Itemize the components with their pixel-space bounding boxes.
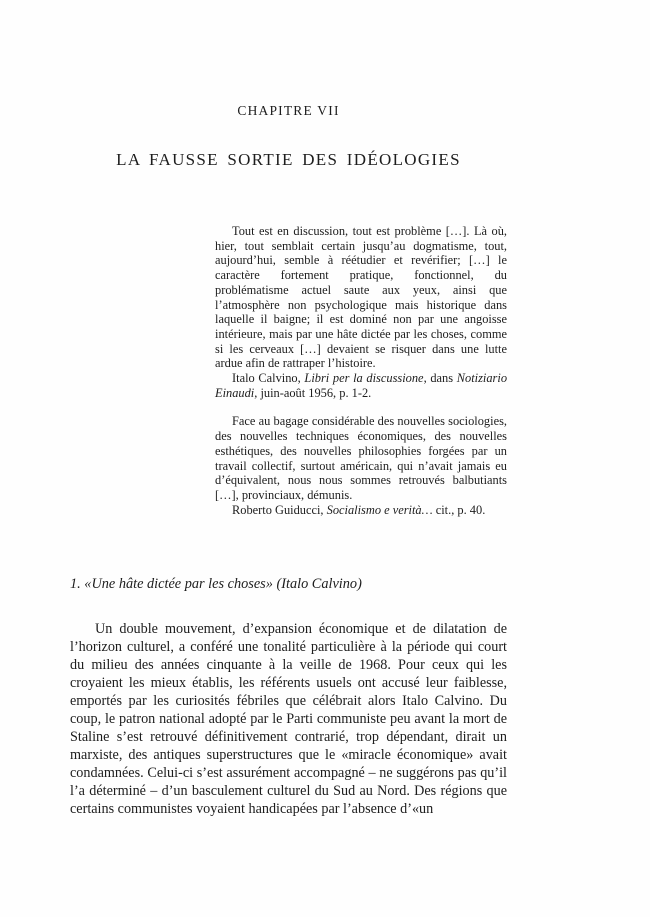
epigraph-block-2	[215, 414, 507, 517]
epigraph-1-attribution-reference: , juin-août 1956, p. 1-2.	[254, 385, 372, 400]
epigraph-block-1	[215, 224, 507, 400]
epigraph-1-attribution-connector: , dans	[423, 371, 457, 386]
epigraph-attribution-2	[215, 503, 507, 518]
epigraph-1-attribution-journal: Notiziario Einaudi	[215, 371, 508, 400]
body-text	[70, 620, 507, 818]
epigraph-2-attribution-reference: cit., p. 40.	[432, 502, 486, 517]
epigraph-quote-1: Tout est en discussion, tout est problème […]. Là où, hier, tout semblait certain jusqu’au dogmatisme, tout, aujourd’hui, semble à réétudier et revérifier; […] le caractère fortement pratique, fonctionnel, du problématisme actuel saute aux yeux, ainsi que l’atmosphère non psychologique mais historique dans laquelle il baigne; il est dominé non par une angoisse intérieure, mais par une hâte dictée par les choses, comme si les cerveaux […] devaient se risquer dans une lutte ardue afin de rattraper l’histoire.	[215, 224, 507, 371]
page-title: LA FAUSSE SORTIE DES IDÉOLOGIES	[116, 150, 461, 169]
page-content	[70, 103, 507, 818]
epigraph-1-attribution-author: Italo Calvino,	[232, 371, 305, 386]
epigraph-quote-2: Face au bagage considérable des nouvelles sociologies, des nouvelles techniques économiques, des nouvelles esthétiques, des nouvelles philosophies forgées par un travail collectif, surtout américain, qui n’avait jamais eu d’équivalent, nous nous sommes retrouvés balbutiants […], provinciaux, démunis.	[215, 414, 507, 502]
epigraph-attribution-1	[215, 371, 507, 400]
chapter-label: CHAPITRE VII	[237, 103, 340, 118]
epigraph-1-attribution-work: Libri per la discussione	[304, 371, 424, 386]
body-paragraph-1: Un double mouvement, d’expansion économique et de dilatation de l’horizon culturel, a conféré une tonalité particulière à la période qui court du milieu des années cinquante à la veille de 1968. Pour ceux qui les croyaient les mieux établis, les référents usuels ont accusé leur faiblesse, emportés par les curiosités fébriles que célébrait alors Italo Calvino. Du coup, le patron national adopté par le Parti communiste peu avant la mort de Staline s’est retrouvé définitivement contrarié, trop dépendant, dirait un marxiste, des antiques superstructures que le «miracle économique» avait condamnées. Celui-ci s’est assurément accompagné – ne suggérons pas qu’il l’a déterminé – d’un basculement culturel du Sud au Nord. Des régions que certains communistes voyaient handicapées par l’absence d’«un	[70, 621, 507, 818]
section-heading: 1. «Une hâte dictée par les choses» (Italo Calvino)	[70, 576, 362, 593]
epigraph-2-attribution-work: Socialismo e verità…	[326, 502, 433, 517]
epigraph-2-attribution-author: Roberto Guiducci,	[232, 502, 327, 517]
